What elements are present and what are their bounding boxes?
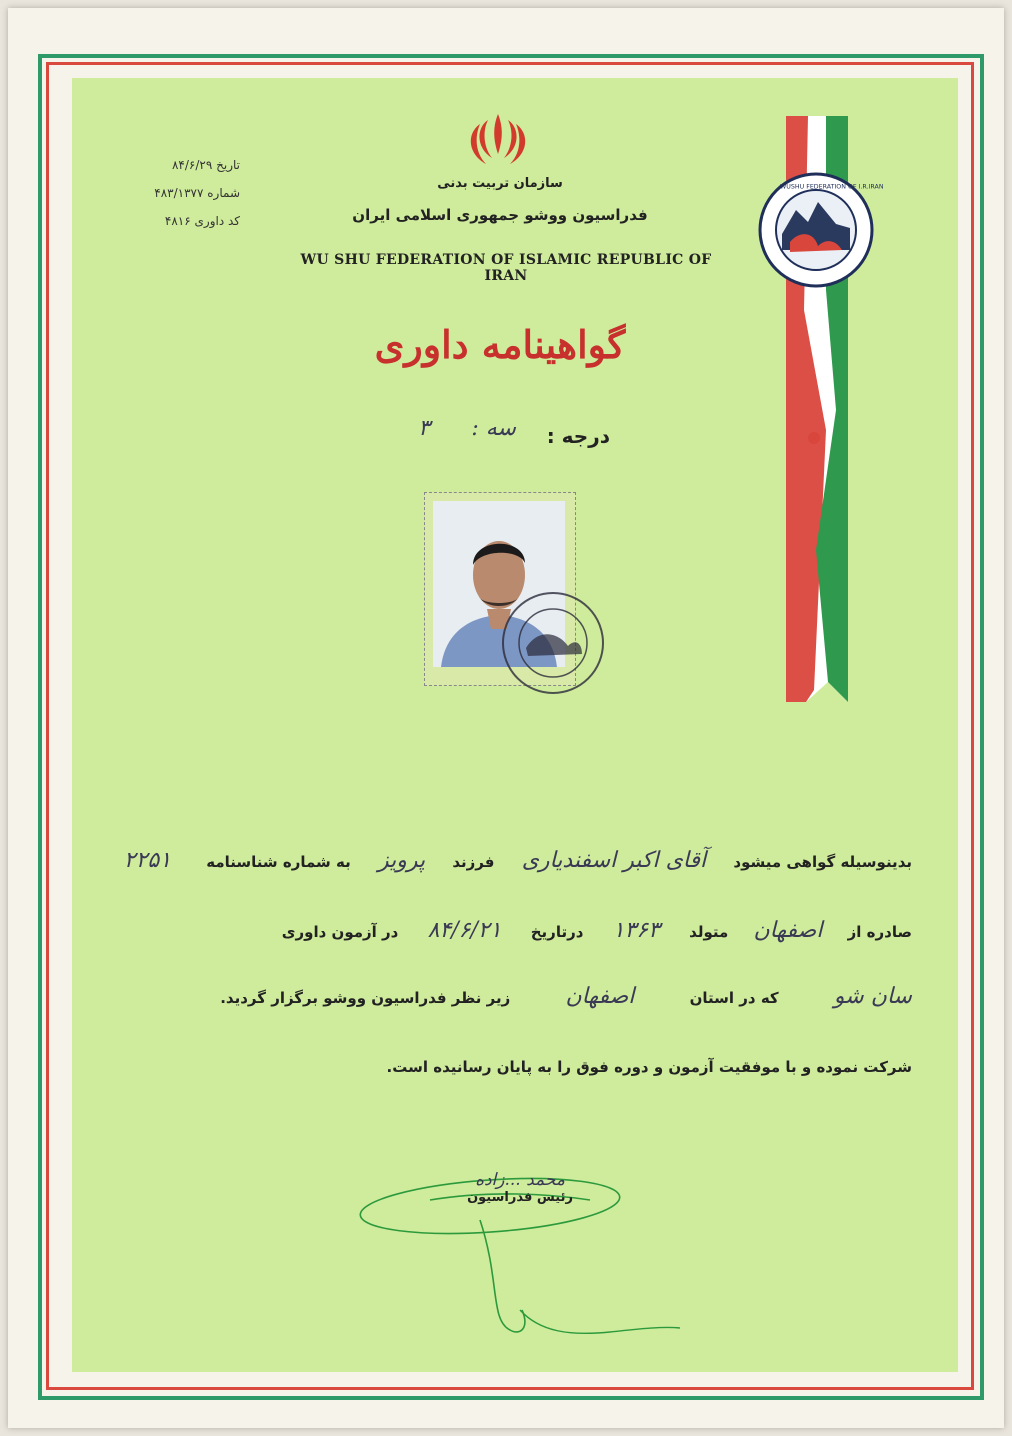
- certificate-title: گواهینامه داوری: [374, 322, 626, 367]
- ref-date-label: تاریخ: [216, 158, 240, 172]
- federation-stamp-icon: [498, 588, 608, 698]
- province-label: که در استان: [689, 989, 779, 1007]
- grade-value: سه :: [471, 416, 516, 441]
- org-top-label: سازمان تربیت بدنی: [437, 176, 563, 191]
- born-year: ۱۳۶۳: [612, 918, 660, 943]
- body-line-4: شرکت نموده و با موفقیت آزمون و دوره فوق را به پایان رسانیده است.: [386, 1058, 912, 1076]
- ref-number-value: ۴۸۳/۱۳۷۷: [154, 186, 204, 200]
- wushu-style: سان شو: [833, 984, 912, 1009]
- father-name: پرویز: [377, 848, 426, 873]
- signature-block: [450, 1170, 590, 1205]
- exam-label: در آزمون داوری: [281, 923, 399, 941]
- signatory-name: محمد ...زاده: [475, 1170, 565, 1190]
- child-of-label: فرزند: [452, 853, 495, 871]
- held-text: زیر نظر فدراسیون ووشو برگزار گردید.: [220, 989, 511, 1007]
- org-fa-name: فدراسیون ووشو جمهوری اسلامی ایران: [352, 206, 648, 224]
- body-line-2: [282, 918, 912, 943]
- ref-code-label: کد داوری: [194, 214, 240, 228]
- logo-ring-text: WUSHU FEDERATION OF I.R.IRAN: [780, 183, 884, 191]
- holder-name: آقای اکبر اسفندیاری: [521, 848, 707, 873]
- org-en-name: WU SHU FEDERATION OF ISLAMIC REPUBLIC OF IRAN: [300, 252, 712, 284]
- ref-code-value: ۴۸۱۶: [164, 214, 191, 228]
- line1-prefix: بدینوسیله گواهی میشود: [733, 853, 912, 871]
- date-value: ۸۴/۶/۲۱: [427, 918, 502, 943]
- body-line-3: [220, 984, 912, 1009]
- ref-code: [80, 214, 240, 228]
- body-line-1: [124, 848, 912, 873]
- ref-number-label: شماره: [207, 186, 240, 200]
- ref-date-value: ۸۴/۶/۲۹: [171, 158, 213, 172]
- issued-place: اصفهان: [753, 918, 823, 943]
- id-label: به شماره شناسنامه: [206, 853, 351, 871]
- signatory-title: رئیس فدراسیون: [467, 1190, 573, 1205]
- province-value: اصفهان: [565, 984, 635, 1009]
- issued-label: صادره از: [847, 923, 912, 941]
- born-label: متولد: [689, 923, 729, 941]
- ref-date: [80, 158, 240, 172]
- grade-numeral: ۳: [418, 416, 430, 441]
- iran-emblem-icon: [458, 110, 538, 170]
- ref-number: [80, 186, 240, 200]
- grade-label: درجه :: [546, 424, 610, 448]
- date-label: درتاریخ: [530, 923, 584, 941]
- id-number: ۲۲۵۱: [123, 848, 172, 873]
